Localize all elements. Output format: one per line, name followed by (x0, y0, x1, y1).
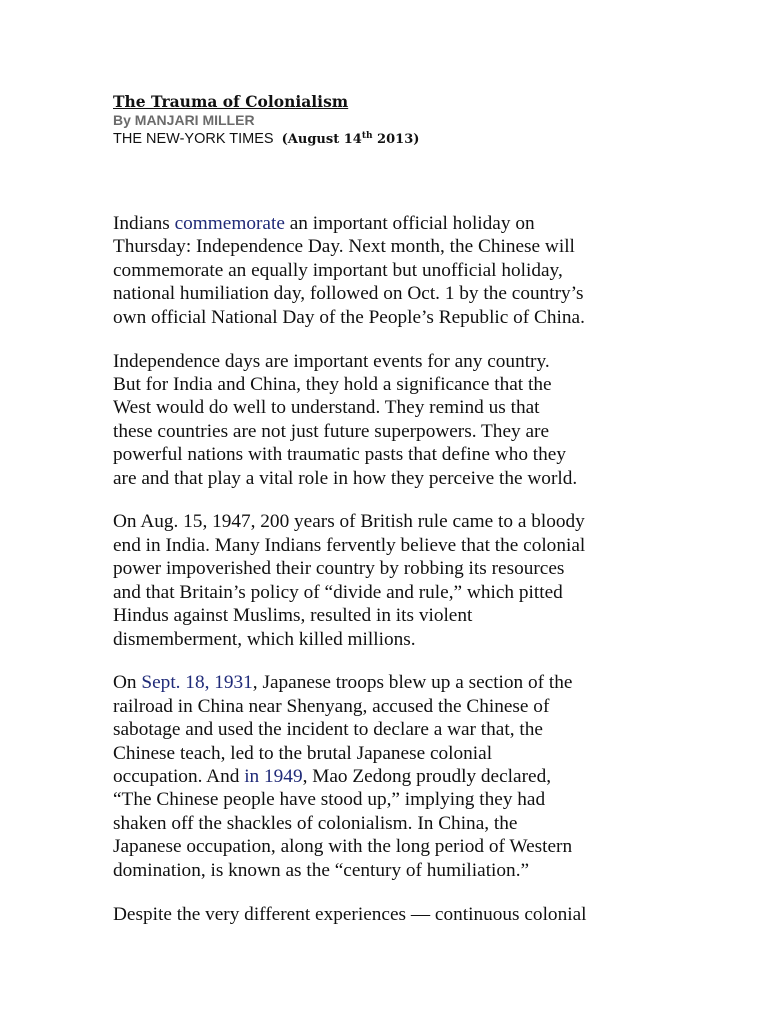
text-run: end in India. Many Indians fervently believe that the colonial (113, 534, 586, 556)
publication-date (282, 132, 420, 147)
text-run: these countries are not just future superpowers. They are (113, 420, 550, 442)
text-run: Japanese occupation, along with the long period of Western (113, 836, 573, 858)
text-run: shaken off the shackles of colonialism. In China, the (113, 812, 518, 834)
paragraph (113, 510, 673, 650)
text-run: dismemberment, which killed millions. (113, 628, 416, 650)
text-run: Despite the very different experiences — continuous colonial (113, 903, 587, 925)
text-run: Independence days are important events for any country. (113, 350, 550, 372)
text-run: On (113, 672, 142, 694)
text-run: power impoverished their country by robbing its resources (113, 558, 565, 580)
text-run: Indians (113, 213, 175, 234)
article-byline: By MANJARI MILLER (113, 112, 255, 128)
inline-link[interactable]: in 1949 (244, 766, 303, 788)
source-name: THE NEW-YORK TIMES (113, 131, 274, 147)
article-header (113, 92, 673, 150)
text-run: Thursday: Independence Day. Next month, the Chinese will (113, 236, 575, 258)
text-run: , Mao Zedong proudly declared, (302, 766, 552, 788)
text-run: sabotage and used the incident to declare a war that, the (113, 719, 543, 741)
text-run: powerful nations with traumatic pasts that define who they (113, 444, 566, 466)
paragraph (113, 350, 673, 490)
article-source (113, 129, 673, 150)
text-run: domination, is known as the “century of humiliation.” (113, 859, 530, 881)
text-run: national humiliation day, followed on Oct. 1 by the country’s (113, 283, 584, 305)
text-run: and that Britain’s policy of “divide and rule,” which pitted (113, 581, 563, 603)
paragraph (113, 903, 673, 926)
date-close: 2013) (372, 132, 420, 147)
text-run: are and that play a vital role in how they perceive the world. (113, 467, 578, 489)
inline-link[interactable]: commemorate (174, 213, 285, 234)
text-run: “The Chinese people have stood up,” implying they had (113, 789, 546, 811)
text-run: Hindus against Muslims, resulted in its violent (113, 605, 473, 627)
text-run: On Aug. 15, 1947, 200 years of British rule came to a bloody (113, 511, 585, 533)
paragraph (113, 212, 673, 329)
article-title: The Trauma of Colonialism (113, 92, 349, 111)
text-run: railroad in China near Shenyang, accused the Chinese of (113, 695, 550, 717)
text-run: But for India and China, they hold a significance that the (113, 373, 552, 395)
article-body (113, 212, 673, 946)
text-run: commemorate an equally important but unofficial holiday, (113, 259, 563, 281)
text-run: own official National Day of the People’s Republic of China. (113, 306, 585, 328)
date-open: (August 14 (281, 132, 362, 147)
text-run: West would do well to understand. They remind us that (113, 397, 540, 419)
inline-link[interactable]: Sept. 18, 1931 (141, 672, 253, 694)
date-ordinal: th (361, 131, 373, 141)
paragraph (113, 671, 673, 882)
text-run: Chinese teach, led to the brutal Japanese colonial (113, 742, 493, 764)
text-run: occupation. And (113, 766, 245, 788)
text-run: an important official holiday on (284, 213, 535, 234)
text-run: , Japanese troops blew up a section of the (252, 672, 573, 694)
